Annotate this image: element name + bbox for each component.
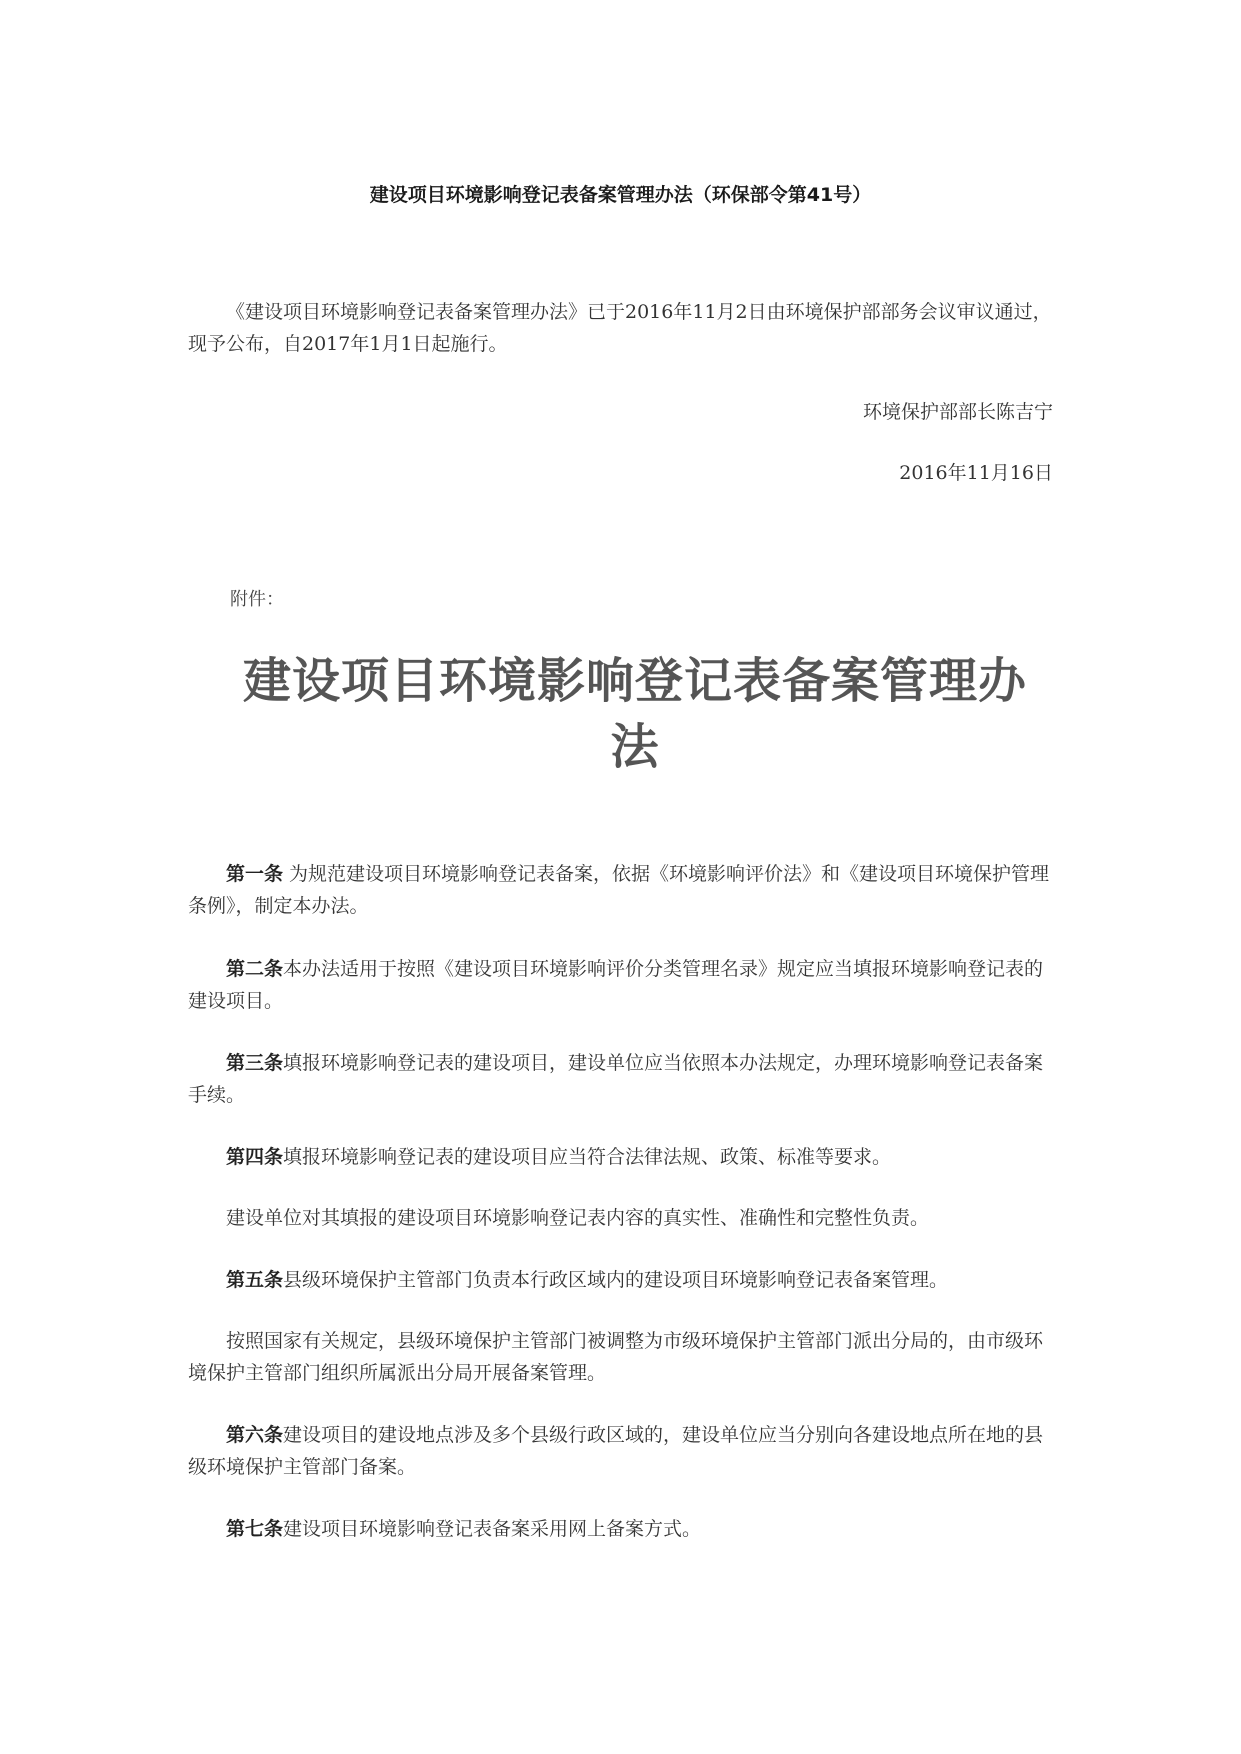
article-label: 第三条: [226, 1052, 284, 1074]
article-label: 第七条: [226, 1518, 284, 1540]
article-text: 按照国家有关规定，县级环境保护主管部门被调整为市级环境保护主管部门派出分局的，由市级环境保护主管部门组织所属派出分局开展备案管理。: [188, 1330, 1044, 1384]
article-5-paragraph-2: [188, 1325, 1053, 1389]
article-label: 第二条: [226, 958, 284, 980]
attachment-title: 建设项目环境影响登记表备案管理办法: [242, 653, 1027, 775]
article-label: 第一条: [226, 863, 284, 885]
announcement-paragraph: 《建设项目环境影响登记表备案管理办法》已于2016年11月2日由环境保护部部务会议审议通过，现予公布，自2017年1月1日起施行。: [188, 301, 1052, 355]
article-text: 县级环境保护主管部门负责本行政区域内的建设项目环境影响登记表备案管理。: [283, 1269, 949, 1291]
announcement-date: 2016年11月16日: [899, 462, 1053, 484]
article-text: 填报环境影响登记表的建设项目，建设单位应当依照本办法规定，办理环境影响登记表备案手续。: [188, 1052, 1044, 1106]
article-4-paragraph-2: [188, 1202, 1053, 1234]
article-text: 建设单位对其填报的建设项目环境影响登记表内容的真实性、准确性和完整性负责。: [226, 1207, 930, 1229]
document-title: 建设项目环境影响登记表备案管理办法（环保部令第41号）: [369, 184, 872, 206]
article-7: [188, 1513, 1053, 1545]
article-label: 第六条: [226, 1424, 284, 1446]
signatory: 环境保护部部长陈吉宁: [862, 401, 1053, 423]
article-label: 第四条: [226, 1146, 284, 1168]
article-text: 为规范建设项目环境影响登记表备案，依据《环境影响评价法》和《建设项目环境保护管理条例》，制定本办法。: [188, 863, 1050, 917]
article-2: [188, 953, 1053, 1017]
article-text: 建设项目的建设地点涉及多个县级行政区域的，建设单位应当分别向各建设地点所在地的县级环境保护主管部门备案。: [188, 1424, 1044, 1478]
article-5: [188, 1264, 1053, 1296]
article-3: [188, 1047, 1053, 1111]
article-1: [188, 858, 1053, 922]
article-text: 建设项目环境影响登记表备案采用网上备案方式。: [283, 1518, 702, 1540]
article-label: 第五条: [226, 1269, 284, 1291]
article-text: 填报环境影响登记表的建设项目应当符合法律法规、政策、标准等要求。: [283, 1146, 892, 1168]
article-6: [188, 1419, 1053, 1483]
article-text: 本办法适用于按照《建设项目环境影响评价分类管理名录》规定应当填报环境影响登记表的建设项目。: [188, 958, 1044, 1012]
article-4: [188, 1141, 1053, 1173]
attachment-label: 附件：: [230, 589, 284, 610]
